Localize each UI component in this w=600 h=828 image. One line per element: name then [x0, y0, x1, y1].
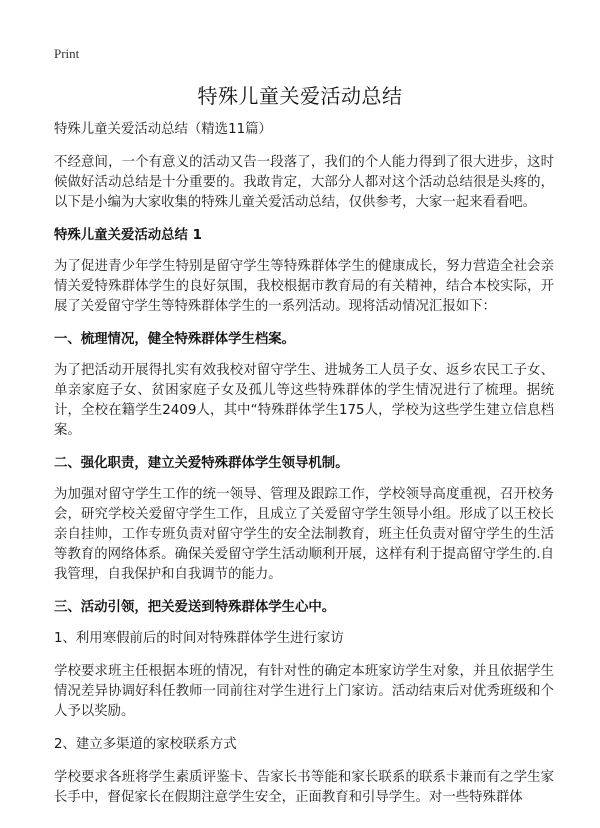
item-title-1: 1、利用寒假前后的时间对特殊群体学生进行家访 [54, 631, 344, 646]
print-label: Print [54, 46, 80, 61]
part-heading-2: 二、强化职责，建立关爱特殊群体学生领导机制。 [54, 456, 349, 471]
part-heading-3: 三、活动引领，把关爱送到特殊群体学生心中。 [54, 600, 336, 615]
document-body [54, 120, 554, 821]
part-paragraph-1: 为了把活动开展得扎实有效我校对留守学生、进城务工人员子女、返乡农民工子女、单亲家庭子女、贫困家庭子女及孤儿等这些特殊群体的学生情况进行了梳理。据统计，全校在籍学生2409人，其中“特殊群体学生175人，学校为这些学生建立信息档案。 [54, 363, 554, 438]
item-title-2: 2、建立多渠道的家校联系方式 [54, 737, 237, 752]
item-paragraph-1: 学校要求班主任根据本班的情况，有针对性的确定本班家访学生对象，并且依据学生情况差异协调好科任教师一同前往对学生进行上门家访。活动结束后对优秀班级和个人予以奖励。 [54, 664, 554, 719]
part-heading-1: 一、梳理情况，健全特殊群体学生档案。 [54, 332, 296, 347]
page-title: 特殊儿童关爱活动总结 [197, 84, 403, 108]
part-paragraph-2: 为加强对留守学生工作的统一领导、管理及跟踪工作，学校领导高度重视，召开校务会，研究学校关爱留守学生工作，且成立了关爱留守学生领导小组。形成了以王校长亲自挂帅，工作专班负责对留守学生的安全法制教育，班主任负责对留守学生的生活等教育的网络体系。确保关爱留守学生活动顺利开展，这样有利于提高留守学生的.自我管理，自我保护和自我调节的能力。 [54, 487, 554, 582]
section-heading: 特殊儿童关爱活动总结 1 [54, 228, 202, 243]
item-paragraph-2: 学校要求各班将学生素质评鉴卡、告家长书等能和家长联系的联系卡兼而有之学生家长手中，督促家长在假期注意学生安全，正面教育和引导学生。对一些特殊群体 [54, 770, 554, 805]
section-paragraph: 为了促进青少年学生特别是留守学生等特殊群体学生的健康成长，努力营造全社会亲情关爱特殊群体学生的良好氛围，我校根据市教育局的有关精神，结合本校实际，开展了关爱留守学生等特殊群体学生的一系列活动。现将活动情况汇报如下： [54, 259, 554, 314]
document-subtitle: 特殊儿童关爱活动总结（精选11篇） [54, 122, 272, 137]
intro-paragraph: 不经意间，一个有意义的活动又告一段落了，我们的个人能力得到了很大进步，这时候做好活动总结是十分重要的。我敢肯定，大部分人都对这个活动总结很是头疼的，以下是小编为大家收集的特殊儿童关爱活动总结，仅供参考，大家一起来看看吧。 [54, 155, 554, 210]
